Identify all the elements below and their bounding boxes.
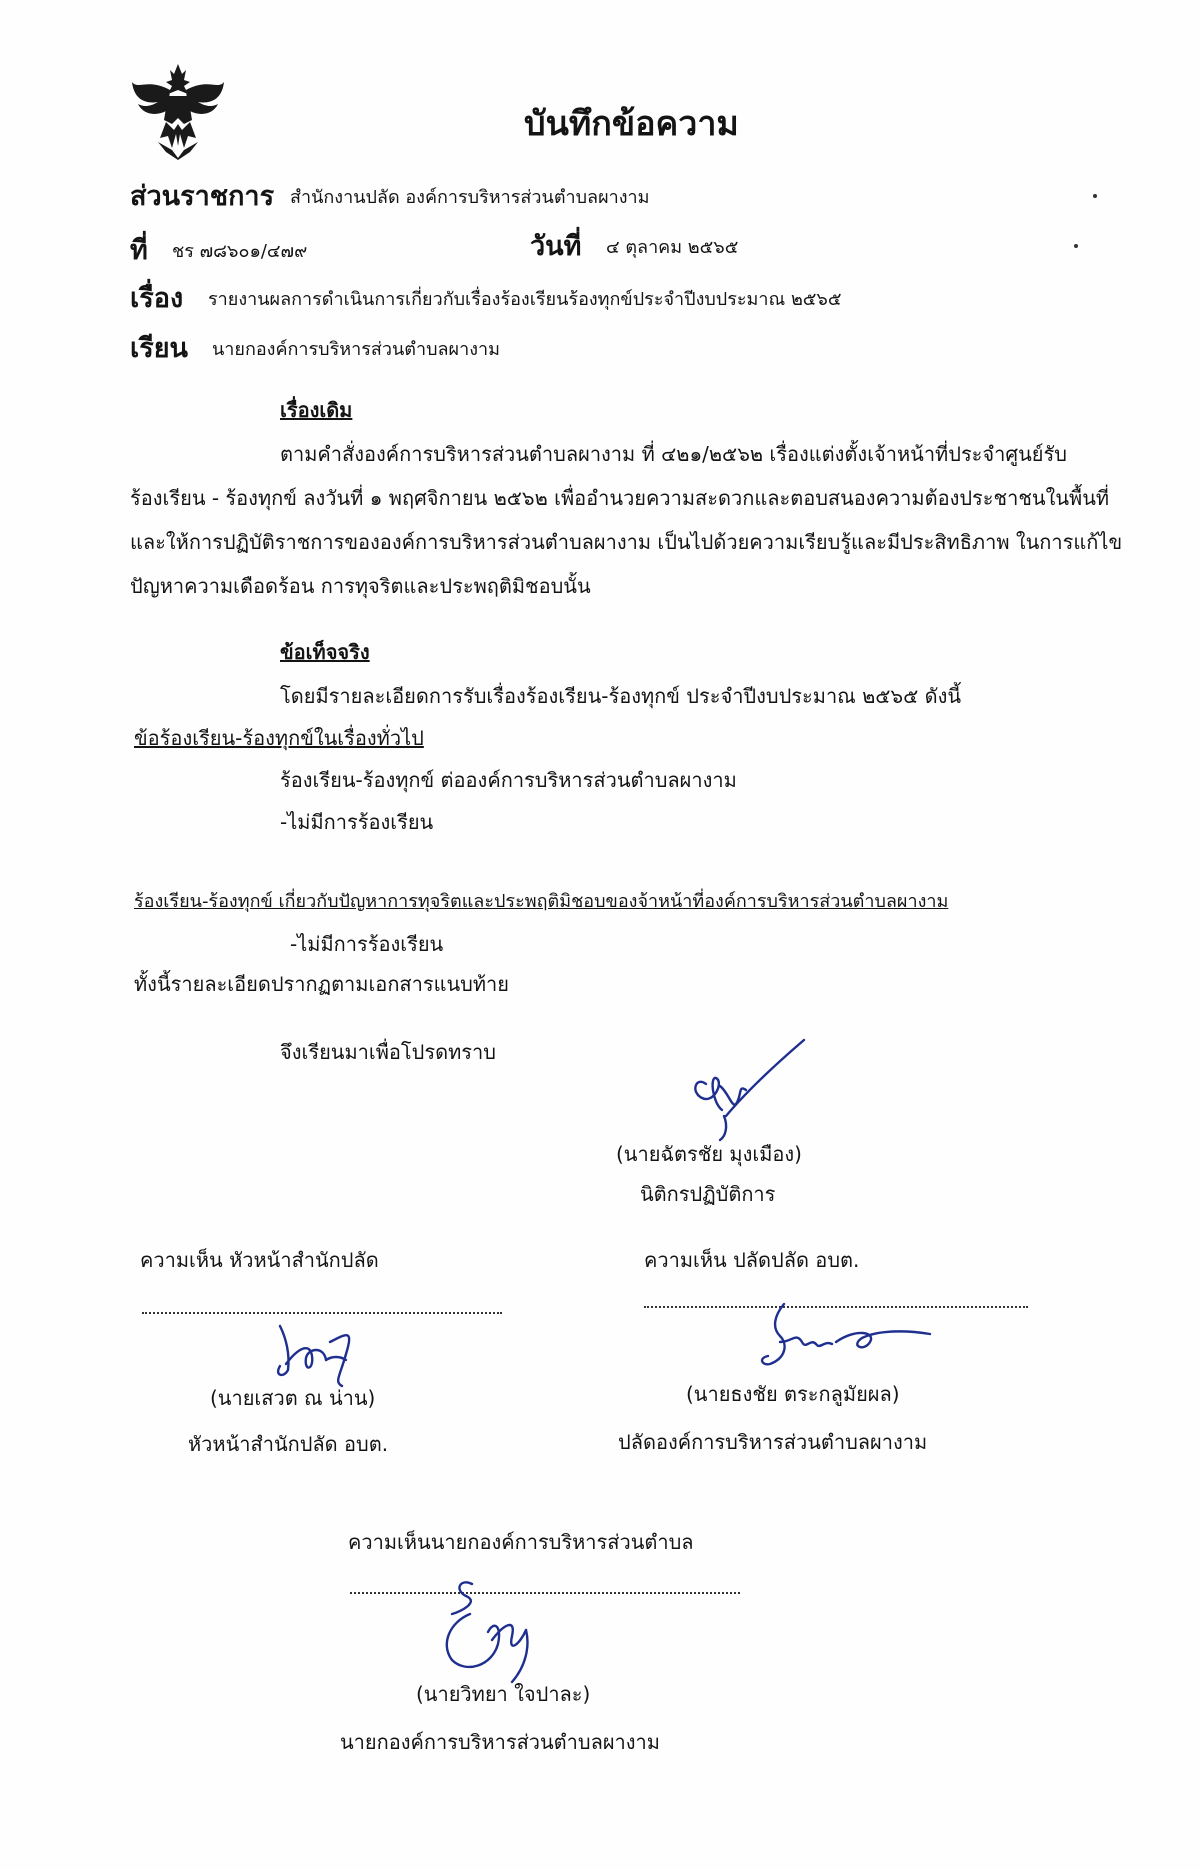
background-heading: เรื่องเดิม — [280, 398, 353, 422]
general-complaints-heading: ข้อร้องเรียน-ร้องทุกข์ในเรื่องทั่วไป — [134, 726, 424, 750]
corruption-complaints-heading: ร้องเรียน-ร้องทุกข์ เกี่ยวกับปัญหาการทุจริตและประพฤติมิชอบของจ้าหน้าที่องค์การบริหารส่วนตำบลผางาม — [134, 891, 949, 912]
date-label: วันที่ — [530, 231, 582, 262]
officer-name: (นายฉัตรชัย มุงเมือง) — [616, 1142, 802, 1166]
background-line: ปัญหาความเดือดร้อน การทุจริตและประพฤติมิชอบนั้น — [130, 574, 591, 598]
reference-value: ชร ๗๘๖๐๑/๔๗๙ — [172, 241, 308, 262]
subject-label: เรื่อง — [130, 283, 184, 314]
deputy-name: (นายธงชัย ตระกลูมัยผล) — [686, 1382, 900, 1406]
officer-position: นิติกรปฏิบัติการ — [640, 1182, 776, 1206]
mayor-position: นายกองค์การบริหารส่วนตำบลผางาม — [340, 1730, 660, 1754]
deputy-signature — [746, 1294, 936, 1384]
mayor-signature — [430, 1574, 570, 1694]
officer-signature — [676, 1036, 816, 1146]
department-value: สำนักงานปลัด องค์การบริหารส่วนตำบลผางาม — [290, 187, 650, 208]
corruption-complaints-result: -ไม่มีการร้องเรียน — [290, 932, 444, 956]
stray-mark — [1093, 194, 1097, 198]
department-label: ส่วนราชการ — [130, 181, 275, 212]
date-value: ๔ ตุลาคม ๒๕๖๕ — [606, 237, 739, 258]
background-line: ร้องเรียน - ร้องทุกข์ ลงวันที่ ๑ พฤศจิกายน ๒๕๖๒ เพื่ออำนวยความสะดวกและตอบสนองความต้องประชาชนในพื้นที่ — [130, 486, 1110, 510]
background-line: ตามคำสั่งองค์การบริหารส่วนตำบลผางาม ที่ ๔๒๑/๒๕๖๒ เรื่องแต่งตั้งเจ้าหน้าที่ประจำศูนย์รับ — [280, 442, 1067, 466]
background-line: และให้การปฏิบัติราชการขององค์การบริหารส่วนตำบลผางาม เป็นไปด้วยความเรียบรู้และมีประสิทธิภาพ ในการแก้ไข — [130, 530, 1123, 554]
mayor-opinion-label: ความเห็นนายกองค์การบริหารส่วนตำบล — [348, 1530, 694, 1554]
addressee-label: เรียน — [130, 333, 189, 364]
office-head-opinion-label: ความเห็น หัวหน้าสำนักปลัด — [140, 1248, 379, 1272]
closing-line: จึงเรียนมาเพื่อโปรดทราบ — [280, 1040, 496, 1064]
deputy-position: ปลัดองค์การบริหารส่วนตำบลผางาม — [618, 1430, 928, 1454]
memo-title: บันทึกข้อความ — [524, 104, 739, 144]
reference-label: ที่ — [130, 235, 148, 266]
deputy-opinion-label: ความเห็น ปลัดปลัด อบต. — [644, 1248, 860, 1272]
mayor-name: (นายวิทยา ใจปาละ) — [416, 1682, 591, 1706]
subject-value: รายงานผลการดำเนินการเกี่ยวกับเรื่องร้องเรียนร้องทุกข์ประจำปีงบประมาณ ๒๕๖๕ — [208, 289, 842, 310]
facts-intro: โดยมีรายละเอียดการรับเรื่องร้องเรียน-ร้องทุกข์ ประจำปีงบประมาณ ๒๕๖๕ ดังนี้ — [280, 684, 962, 708]
office-head-position: หัวหน้าสำนักปลัด อบต. — [188, 1432, 389, 1456]
office-head-name: (นายเสวต ณ น่าน) — [210, 1386, 376, 1410]
general-complaints-result: -ไม่มีการร้องเรียน — [280, 810, 434, 834]
garuda-emblem-icon — [128, 60, 228, 160]
general-complaints-line: ร้องเรียน-ร้องทุกข์ ต่อองค์การบริหารส่วนตำบลผางาม — [280, 768, 737, 792]
attachment-note: ทั้งนี้รายละเอียดปรากฏตามเอกสารแนบท้าย — [134, 972, 509, 996]
stray-mark — [1074, 244, 1078, 248]
facts-heading: ข้อเท็จจริง — [280, 640, 370, 664]
addressee-value: นายกองค์การบริหารส่วนตำบลผางาม — [212, 339, 500, 360]
